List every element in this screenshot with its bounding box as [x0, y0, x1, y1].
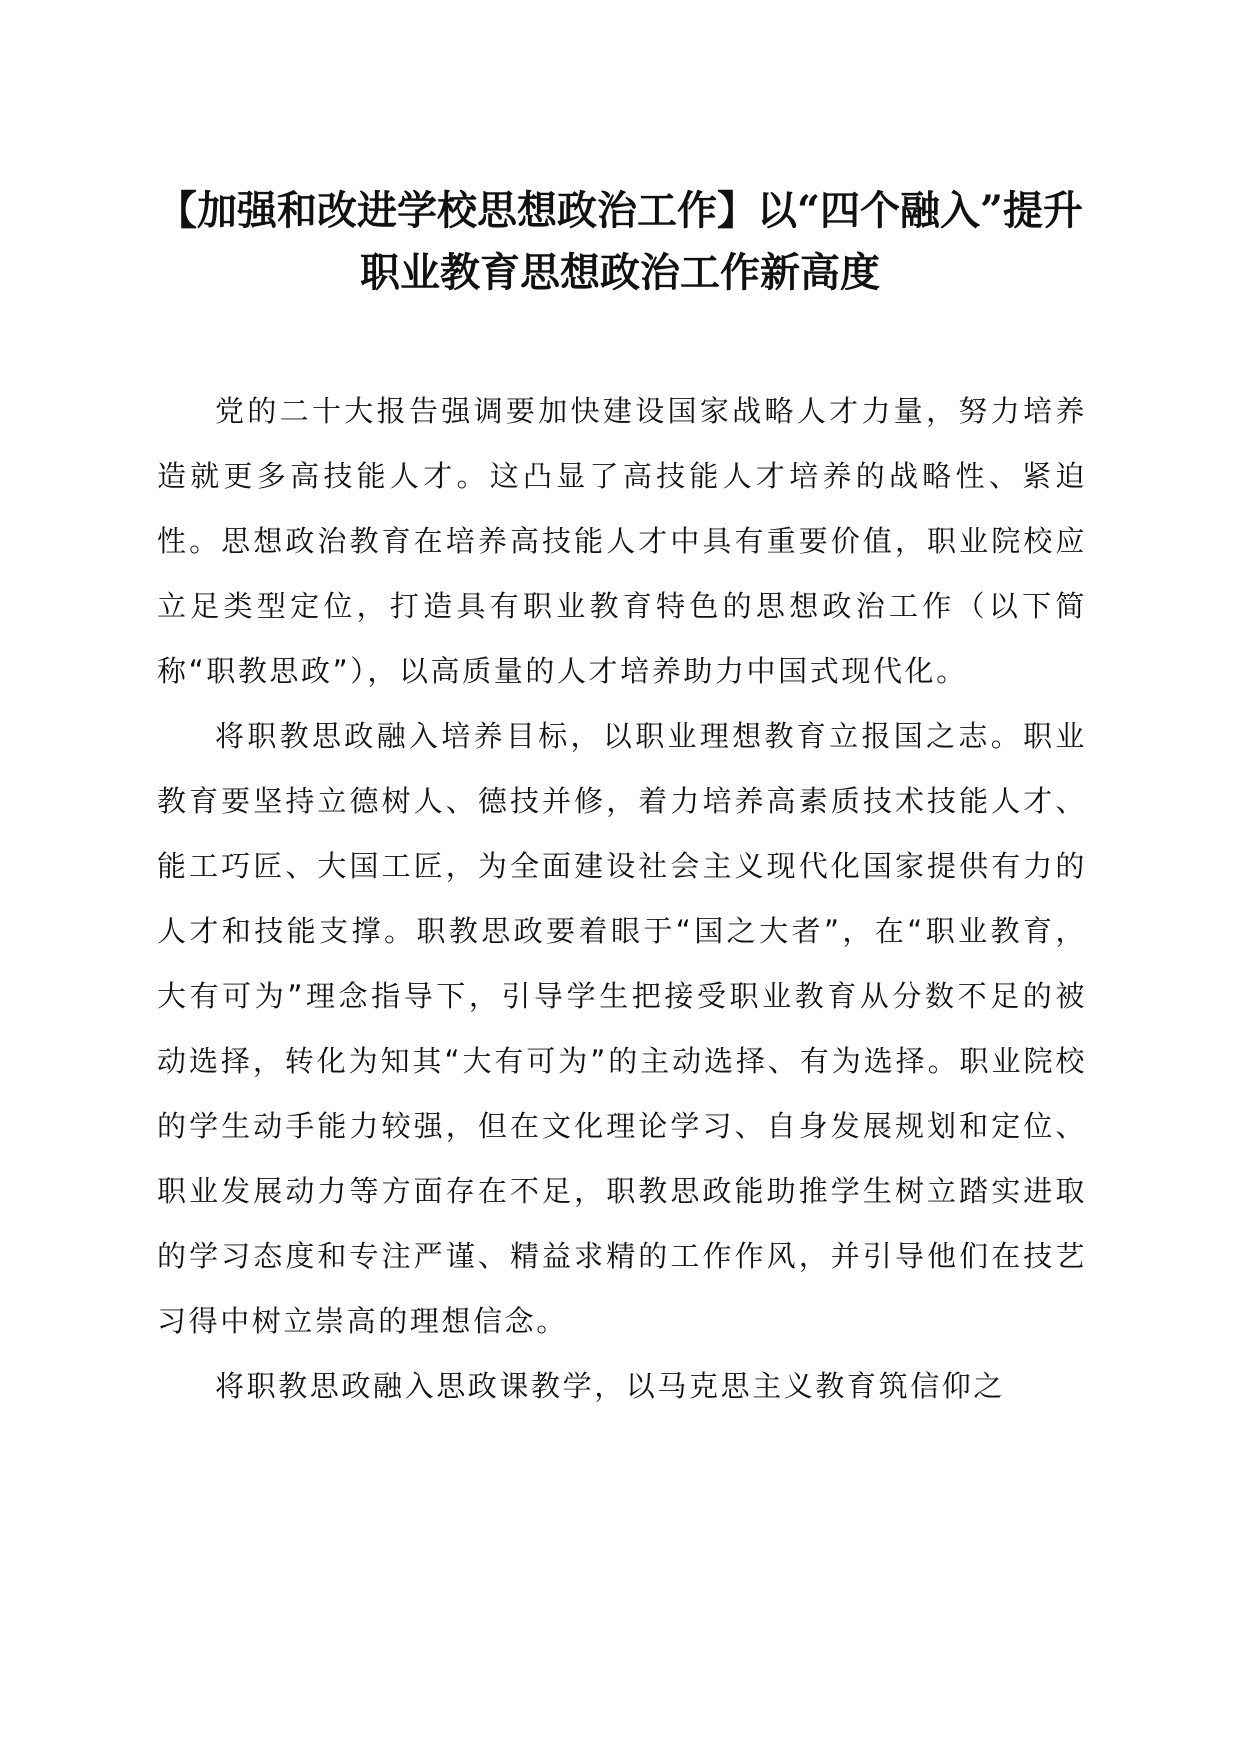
paragraph-3: 将职教思政融入思政课教学，以马克思主义教育筑信仰之: [215, 1369, 1006, 1403]
document-body: [157, 379, 1087, 1419]
paragraph-1: 党的二十大报告强调要加快建设国家战略人才力量，努力培养造就更多高技能人才。这凸显了高技能人才培养的战略性、紧迫性。思想政治教育在培养高技能人才中具有重要价值，职业院校应立足类型定位，打造具有职业教育特色的思想政治工作（以下简称“职教思政”），以高质量的人才培养助力中国式现代化。: [157, 394, 1087, 688]
document-title: 【加强和改进学校思想政治工作】以“四个融入”提升职业教育思想政治工作新高度: [156, 187, 1083, 296]
paragraph-2: 将职教思政融入培养目标，以职业理想教育立报国之志。职业教育要坚持立德树人、德技并修，着力培养高素质技术技能人才、能工巧匠、大国工匠，为全面建设社会主义现代化国家提供有力的人才和技能支撑。职教思政要着眼于“国之大者”，在“职业教育，大有可为”理念指导下，引导学生把接受职业教育从分数不足的被动选择，转化为知其“大有可为”的主动选择、有为选择。职业院校的学生动手能力较强，但在文化理论学习、自身发展规划和定位、职业发展动力等方面存在不足，职教思政能助推学生树立踏实进取的学习态度和专注严谨、精益求精的工作作风，并引导他们在技艺习得中树立崇高的理想信念。: [157, 719, 1087, 1338]
